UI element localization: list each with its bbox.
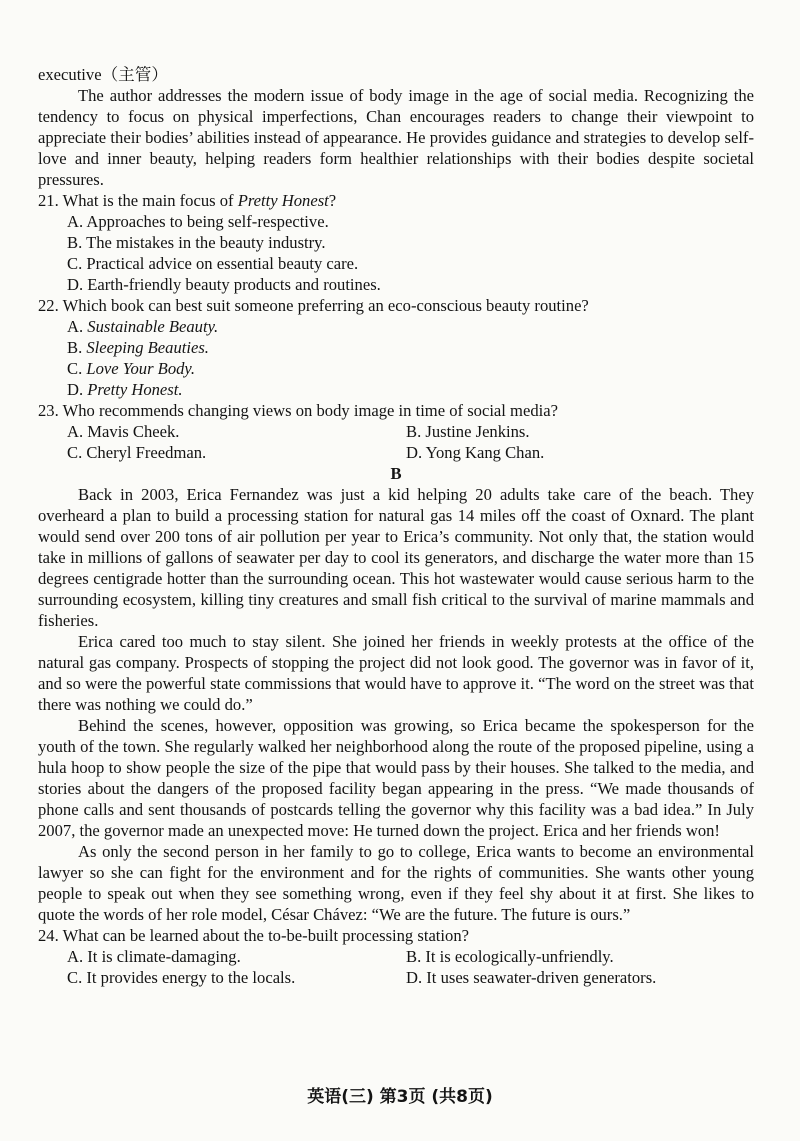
- passage-b-paragraph-2: Erica cared too much to stay silent. She joined her friends in weekly protests at the office of the natural gas company. Prospects of stopping the project did not look good. The governor was in favor of it, and so were the powerful state commissions that would have to approve it. “The word on the street was that there was nothing we could do.”: [38, 632, 754, 714]
- q23-option-a: A. Mavis Cheek.: [67, 422, 180, 441]
- q24-option-a: A. It is climate-damaging.: [67, 947, 241, 966]
- q22-option-b-title: Sleeping Beauties.: [86, 338, 209, 357]
- q22-option-a-title: Sustainable Beauty.: [87, 317, 219, 336]
- q22-option-d-letter: D.: [67, 380, 88, 399]
- q24-options-row-1: [38, 946, 754, 967]
- q21-suffix: ?: [328, 191, 337, 210]
- q24-option-d: D. It uses seawater-driven generators.: [406, 968, 657, 987]
- question-21: [38, 190, 754, 211]
- q21-prefix: 21. What is the main focus of: [38, 191, 238, 210]
- question-23: 23. Who recommends changing views on body image in time of social media?: [38, 401, 558, 420]
- q22-option-a-letter: A.: [67, 317, 88, 336]
- q24-option-c: C. It provides energy to the locals.: [67, 968, 296, 987]
- q22-option-d: [38, 379, 754, 400]
- q22-option-c-title: Love Your Body.: [86, 359, 196, 378]
- question-22: 22. Which book can best suit someone preferring an eco-conscious beauty routine?: [38, 296, 589, 315]
- q22-option-b-letter: B.: [67, 338, 87, 357]
- q23-option-d: D. Yong Kang Chan.: [406, 443, 545, 462]
- q21-option-d: D. Earth-friendly beauty products and routines.: [67, 275, 381, 294]
- passage-b-paragraph-4: As only the second person in her family to go to college, Erica wants to become an environmental lawyer so she can fight for the environment and for the rights of communities. She wants other young people to speak out when they see something wrong, even if they feel shy about it at first. She likes to quote the words of her role model, César Chávez: “We are the future. The future is ours.”: [38, 842, 754, 924]
- q23-option-b: B. Justine Jenkins.: [406, 422, 530, 441]
- q21-option-b: B. The mistakes in the beauty industry.: [67, 233, 326, 252]
- q23-options-row-1: [38, 421, 754, 442]
- q24-options-row-2: [38, 967, 754, 988]
- q23-option-c: C. Cheryl Freedman.: [67, 443, 207, 462]
- q22-option-c-letter: C.: [67, 359, 87, 378]
- page-footer: 英语(三) 第3页 (共8页): [307, 1087, 493, 1107]
- q22-option-b: [38, 337, 754, 358]
- q22-option-d-title: Pretty Honest.: [87, 380, 183, 399]
- page-content: [38, 64, 754, 988]
- q21-title: Pretty Honest: [237, 191, 329, 210]
- q23-options-row-2: [38, 442, 754, 463]
- passage-b-paragraph-3: Behind the scenes, however, opposition was growing, so Erica became the spokesperson for the youth of the town. She regularly walked her neighborhood along the route of the proposed pipeline, using a hula hoop to show people the size of the pipe that would pass by their houses. She talked to the media, and stories about the dangers of the proposed facility began appearing in the press. “We made thousands of phone calls and sent thousands of postcards telling the governor why this facility was a bad idea.” In July 2007, the governor made an unexpected move: He turned down the project. Erica and her friends won!: [38, 716, 754, 840]
- intro-fragment: executive（主管）: [38, 65, 168, 84]
- q22-option-a: [38, 316, 754, 337]
- q22-option-c: [38, 358, 754, 379]
- q21-option-c: C. Practical advice on essential beauty care.: [67, 254, 359, 273]
- q24-option-b: B. It is ecologically-unfriendly.: [406, 947, 614, 966]
- intro-paragraph: The author addresses the modern issue of body image in the age of social media. Recognizing the tendency to focus on physical imperfections, Chan encourages readers to change their viewpoint to appreciate their bodies’ abilities instead of appearance. He provides guidance and strategies to develop self-love and inner beauty, helping readers form healthier relationships with their bodies despite societal pressures.: [38, 86, 754, 189]
- section-b-heading: B: [390, 464, 402, 483]
- passage-b-paragraph-1: Back in 2003, Erica Fernandez was just a kid helping 20 adults take care of the beach. They overheard a plan to build a processing station for natural gas 14 miles off the coast of Oxnard. The plant would send over 200 tons of air pollution per year to Erica’s community. Not only that, the station would take in millions of gallons of seawater per day to cool its generators, and discharge the water more than 15 degrees centigrade hotter than the surrounding ocean. This hot wastewater would cause serious harm to the surrounding ecosystem, killing tiny creatures and small fish critical to the survival of marine mammals and fisheries.: [38, 485, 754, 630]
- q21-option-a: A. Approaches to being self-respective.: [67, 212, 329, 231]
- question-24: 24. What can be learned about the to-be-built processing station?: [38, 926, 469, 945]
